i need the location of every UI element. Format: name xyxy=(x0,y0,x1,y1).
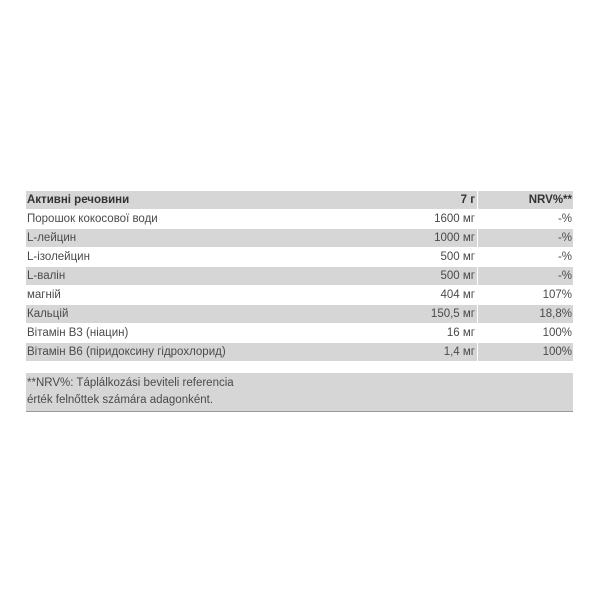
header-amount: 7 г xyxy=(460,193,475,206)
ingredient-name: Вітамін B3 (ніацин) xyxy=(27,326,129,339)
ingredient-amount: 1000 мг xyxy=(434,231,475,244)
ingredient-nrv: 107% xyxy=(477,286,573,305)
ingredient-name: Порошок кокосової води xyxy=(27,212,158,225)
ingredient-amount: 16 мг xyxy=(446,326,475,339)
table-row xyxy=(26,323,573,342)
ingredient-amount: 500 мг xyxy=(440,269,475,282)
table-row xyxy=(26,342,573,361)
ingredient-amount: 1,4 мг xyxy=(443,345,475,358)
ingredient-amount: 404 мг xyxy=(440,288,475,301)
ingredient-amount: 1600 мг xyxy=(434,212,475,225)
table-row xyxy=(26,285,573,304)
ingredient-name: L-валін xyxy=(27,269,66,282)
nrv-footnote xyxy=(26,373,573,412)
ingredient-name: Вітамін B6 (піридоксину гідрохлорид) xyxy=(27,345,226,358)
ingredient-nrv: 100% xyxy=(477,324,573,343)
table-row xyxy=(26,304,573,323)
ingredient-amount: 500 мг xyxy=(440,250,475,263)
table-row xyxy=(26,209,573,228)
ingredient-name: Кальцій xyxy=(27,307,69,320)
nutrition-table xyxy=(26,191,573,361)
ingredient-nrv: 100% xyxy=(477,343,573,362)
footnote-line-1: **NRV%: Táplálkozási beviteli referencia xyxy=(27,377,234,389)
ingredient-name: L-ізолейцин xyxy=(27,250,90,263)
ingredient-name: L-лейцин xyxy=(27,231,77,244)
ingredient-nrv: 18,8% xyxy=(477,305,573,324)
table-row xyxy=(26,266,573,285)
header-nrv: NRV%** xyxy=(477,191,573,210)
ingredient-name: магній xyxy=(27,288,61,301)
table-row xyxy=(26,247,573,266)
header-active-ingredients: Активні речовини xyxy=(27,193,130,206)
ingredient-amount: 150,5 мг xyxy=(430,307,475,320)
ingredient-nrv: -% xyxy=(477,267,573,286)
ingredient-nrv: -% xyxy=(477,210,573,229)
table-header xyxy=(26,191,573,209)
ingredient-nrv: -% xyxy=(477,248,573,267)
ingredient-nrv: -% xyxy=(477,229,573,248)
footnote-line-2: érték felnőttek számára adagonként. xyxy=(27,394,214,406)
table-row xyxy=(26,228,573,247)
